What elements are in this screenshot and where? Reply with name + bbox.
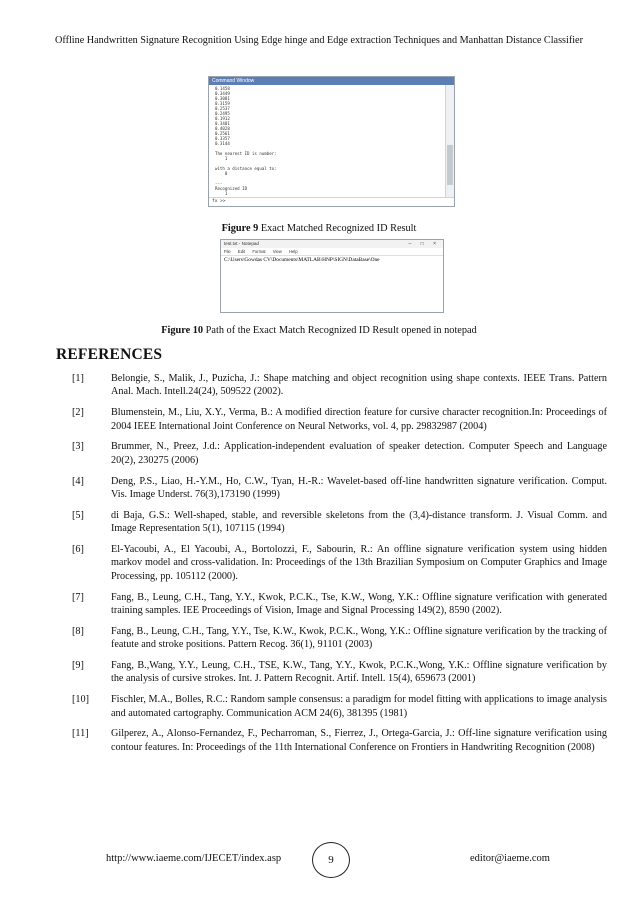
window-controls-icon: – □ ×	[408, 241, 440, 247]
menu-edit: Edit	[237, 249, 246, 254]
reference-text: Brummer, N., Preez, J.d.: Application-independent evaluation of speaker detection. Computer Speech and Language 20(2), 230275 (2006)	[111, 441, 607, 466]
command-output-line: 0.3144	[215, 141, 230, 146]
reference-number: [11]	[72, 728, 89, 740]
command-output-line: 1	[215, 156, 228, 161]
command-output-line: 0	[215, 171, 228, 176]
references-list	[63, 372, 607, 762]
scroll-thumb	[447, 145, 453, 185]
menu-format: Format	[252, 249, 266, 254]
reference-item	[63, 659, 607, 686]
command-output-line: 0.3159	[215, 101, 230, 106]
reference-item	[63, 440, 607, 467]
figure-10-caption	[100, 324, 538, 337]
references-heading: REFERENCES	[56, 346, 163, 363]
reference-text: di Baja, G.S.: Well-shaped, stable, and reversible skeletons from the (3,4)-distance transform. J. Visual Comm. and Image Representation 5(1), 107115 (1994)	[111, 509, 607, 535]
reference-number: [4]	[72, 475, 84, 487]
reference-text: Fang, B.,Wang, Y.Y., Leung, C.H., TSE, K.W., Tang, Y.Y., Kwok, P.C.K.,Wong, Y.K.: Offline signature verification by the analysis of cursive strokes. Int. J. Pattern Recognit. Artif. Intell. 15(4), 659673 (2001)	[111, 660, 607, 685]
command-output-line: ---	[215, 181, 223, 186]
figure-10-notepad-window	[220, 239, 444, 313]
command-window-title: Command Window	[209, 77, 454, 85]
menu-file: File	[224, 249, 231, 254]
command-output-line: 0.3357	[215, 136, 230, 141]
reference-item	[63, 591, 607, 618]
menu-help: Help	[288, 249, 298, 254]
notepad-content: C:\Users\Gowdas CV\Documents\MATLAB\HNP\SIGN\DataBase\One	[224, 257, 380, 263]
reference-text: Fang, B., Leung, C.H., Tang, Y.Y., Kwok, P.C.K., Tse, K.W., Wong, Y.K.: Offline signature verification with generated training samples. IEE Proceedings of Vision, Image and Signal Processing 149(2), 8590 (2002).	[111, 591, 607, 617]
command-output-line: 1	[215, 191, 228, 196]
command-output-line: 0.1912	[215, 116, 230, 121]
reference-item	[63, 509, 607, 536]
figure-9-label: Figure 9	[221, 223, 259, 234]
command-output-line: 0.3081	[215, 96, 230, 101]
command-output-line: 0.3449	[215, 91, 230, 96]
reference-number: [2]	[72, 407, 84, 419]
reference-text: Blumenstein, M., Liu, X.Y., Verma, B.: A modified direction feature for cursive character recognition.In: Proceedings of 2004 IEEE International Joint Conference on Neural Networks, vol. 4, pp. 29832987 (2004)	[111, 407, 607, 432]
figure-10-caption-text: Path of the Exact Match Recognized ID Result opened in notepad	[203, 325, 477, 336]
page-number: 9	[312, 842, 350, 878]
reference-item	[63, 475, 607, 502]
reference-text: Fang, B., Leung, C.H., Tang, Y.Y., Tse, K.W., Kwok, P.C.K., Wong, Y.K.: Offline signature verification by the tracking of featute and stroke positions. Pattern Recog. 36(1), 91101 (2003)	[111, 625, 607, 651]
command-prompt: fx >>	[209, 197, 454, 206]
reference-text: Belongie, S., Malik, J., Puzicha, J.: Shape matching and object recognition using shape contexts. IEEE Trans. Pattern Anal. Mach. Intell.24(24), 509522 (2002).	[111, 373, 607, 398]
reference-number: [7]	[72, 591, 84, 603]
reference-text: Gilperez, A., Alonso-Fernandez, F., Pecharroman, S., Fierrez, J., Ortega-Garcia, J.: Off-line signature verification using contour features. In: Proceedings of the 11th International Conference on Frontiers in Handwriting Recognition (2008)	[111, 728, 607, 753]
footer-url-link[interactable]: http://www.iaeme.com/IJECET/index.asp	[106, 853, 282, 864]
reference-item	[63, 693, 607, 720]
reference-number: [1]	[72, 373, 84, 384]
reference-item	[63, 406, 607, 433]
reference-number: [10]	[72, 694, 89, 706]
reference-number: [8]	[72, 625, 84, 637]
figure-9-caption	[150, 222, 488, 235]
command-output-line: 0.1458	[215, 86, 230, 91]
page-footer	[0, 842, 638, 878]
command-window-output	[215, 86, 444, 198]
command-output-line: 0.4028	[215, 126, 230, 131]
notepad-title: test.txt - Notepad	[224, 241, 259, 246]
command-output-line: 0.2537	[215, 106, 230, 111]
reference-item	[63, 727, 607, 754]
command-window-scrollbar	[445, 85, 454, 198]
reference-text: El-Yacoubi, A., El Yacoubi, A., Bortolozzi, F., Sabourin, R.: An offline signature verification system using hidden markov model and cross-validation. In: Proceedings of the 13th Brazilian Symposium on Computer Graphics and Image Processing, pp. 105112 (2000).	[111, 544, 607, 582]
command-output-line: with a distance equal to:	[215, 166, 277, 171]
notepad-menu-bar	[221, 248, 443, 256]
reference-text: Deng, P.S., Liao, H.-Y.M., Ho, C.W., Tyan, H.-R.: Wavelet-based off-line handwritten signature verification. Comput. Vis. Image Underst. 76(3),173190 (1999)	[111, 475, 607, 501]
footer-email-link[interactable]: editor@iaeme.com	[470, 853, 550, 864]
reference-number: [6]	[72, 544, 84, 556]
command-output-line: 0.3401	[215, 121, 230, 126]
command-output-line: Recognized ID	[215, 186, 248, 191]
command-output-line: The nearest ID is number:	[215, 151, 277, 156]
reference-number: [9]	[72, 660, 84, 672]
reference-item	[63, 625, 607, 652]
reference-item	[63, 543, 607, 583]
command-output-line: 0.2495	[215, 111, 230, 116]
command-output-line: 0.2561	[215, 131, 230, 136]
notepad-title-bar	[221, 240, 443, 248]
reference-number: [3]	[72, 441, 84, 453]
running-head: Offline Handwritten Signature Recognition Using Edge hinge and Edge extraction Techniques and Manhattan Distance Classifier	[55, 35, 583, 46]
reference-text: Fischler, M.A., Bolles, R.C.: Random sample consensus: a paradigm for model fitting with applications to image analysis and automated cartography. Communication ACM 24(6), 381395 (1981)	[111, 694, 607, 719]
reference-item	[63, 372, 607, 399]
figure-9-caption-text: Exact Matched Recognized ID Result	[258, 223, 417, 234]
menu-view: View	[272, 249, 282, 254]
figure-10-label: Figure 10	[161, 325, 204, 336]
figure-9-command-window	[208, 76, 455, 207]
reference-number: [5]	[72, 509, 84, 521]
